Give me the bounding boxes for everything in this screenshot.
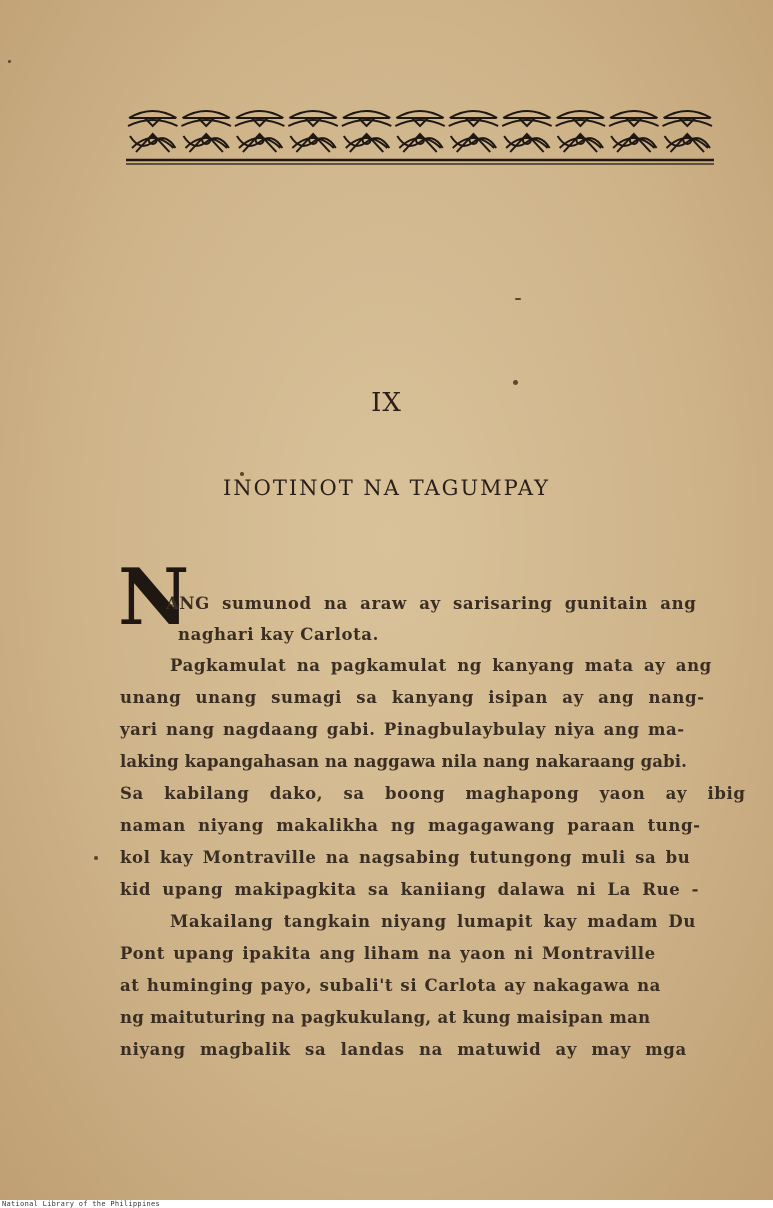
text-line: laking kapangahasan na naggawa nila nang nakaraang gabi. bbox=[120, 752, 687, 771]
ornament-motif bbox=[556, 111, 605, 152]
paper-speck bbox=[94, 856, 98, 860]
text-line: ng maituturing na pagkukulang, at kung maisipan man bbox=[120, 1008, 651, 1027]
text-line: Pont upang ipakita ang liham na yaon ni Montraville bbox=[120, 944, 656, 963]
chapter-title: INOTINOT NA TAGUMPAY bbox=[222, 476, 551, 500]
ornament-motif bbox=[235, 111, 284, 152]
ornament-motif bbox=[128, 111, 177, 152]
ornament-motif bbox=[449, 111, 498, 152]
ornament-motif bbox=[342, 111, 391, 152]
text-line: Makailang tangkain niyang lumapit kay madam Du bbox=[170, 912, 696, 931]
ornament-motif bbox=[181, 111, 230, 152]
text-line: kid upang makipagkita sa kaniiang dalawa ni La Rue - bbox=[120, 880, 700, 899]
ornament-motif bbox=[502, 111, 551, 152]
paper-speck bbox=[513, 380, 518, 385]
paper-speck bbox=[8, 60, 11, 63]
ornament-motif bbox=[395, 111, 444, 152]
text-line: yari nang nagdaang gabi. Pinagbulaybulay niya ang ma- bbox=[120, 720, 685, 739]
text-line: niyang magbalik sa landas na matuwid ay may mga bbox=[120, 1040, 687, 1059]
paper-speck bbox=[515, 298, 521, 300]
ornament-motif bbox=[609, 111, 658, 152]
paper-speck bbox=[240, 472, 244, 476]
text-line: ANG sumunod na araw ay sarisaring gunitain ang bbox=[166, 594, 697, 613]
drop-cap: N bbox=[118, 552, 190, 643]
ornament-motif bbox=[288, 111, 337, 152]
text-line: naman niyang makalikha ng magagawang paraan tung- bbox=[120, 816, 701, 835]
text-line: unang unang sumagi sa kanyang isipan ay ang nang- bbox=[120, 688, 705, 707]
text-line: Sa kabilang dako, sa boong maghapong yaon ay ibig bbox=[120, 784, 746, 803]
text-line: kol kay Montraville na nagsabing tutungong muli sa bu bbox=[120, 848, 691, 867]
chapter-number: IX bbox=[371, 388, 402, 418]
library-credit: National Library of the Philippines bbox=[2, 1200, 161, 1208]
text-line: naghari kay Carlota. bbox=[178, 625, 379, 644]
ornament-motif bbox=[663, 111, 712, 152]
text-line: Pagkamulat na pagkamulat ng kanyang mata ay ang bbox=[170, 656, 712, 675]
text-line: at huminging payo, subali't si Carlota ay nakagawa na bbox=[120, 976, 661, 995]
decorative-ornament-band bbox=[126, 104, 714, 166]
